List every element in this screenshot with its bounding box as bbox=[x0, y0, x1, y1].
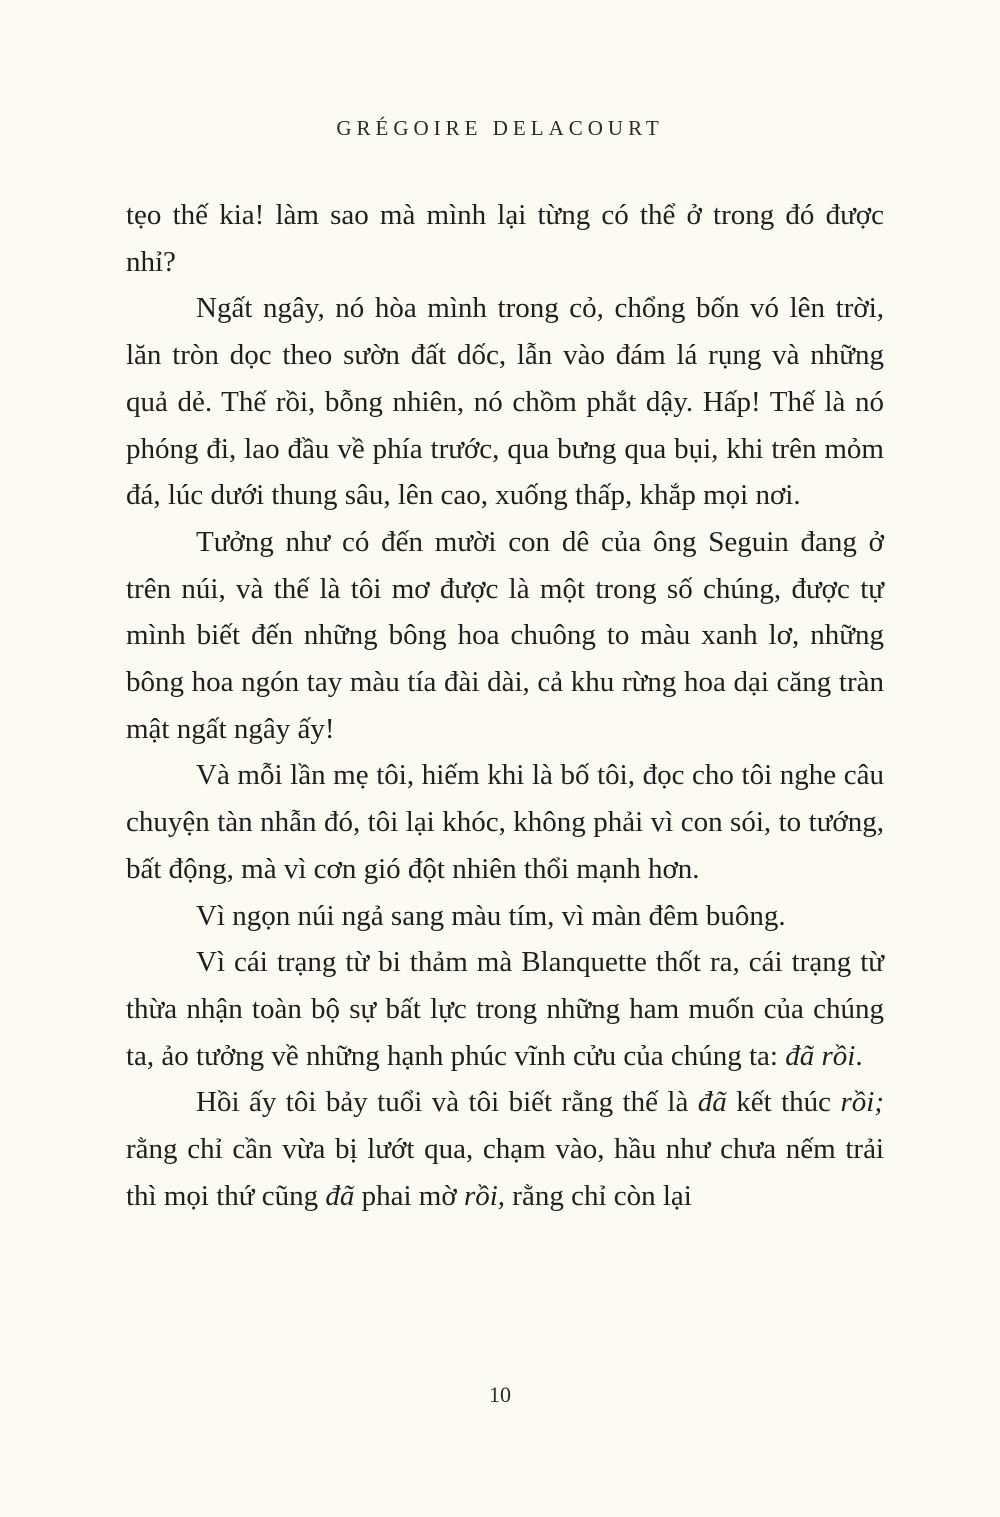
paragraph bbox=[126, 939, 884, 1079]
paragraph-text: kết thúc bbox=[726, 1086, 841, 1119]
paragraph: Ngất ngây, nó hòa mình trong cỏ, chổng bốn vó lên trời, lăn tròn dọc theo sườn đất dốc, lẫn vào đám lá rụng và những quả dẻ. Thế rồi, bỗng nhiên, nó chồm phắt dậy. Hấp! Thế là nó phóng đi, lao đầu về phía trước, qua bưng qua bụi, khi trên mỏm đá, lúc dưới thung sâu, lên cao, xuống thấp, khắp mọi nơi. bbox=[126, 292, 884, 512]
paragraph-text: . bbox=[855, 1039, 863, 1072]
page-number: 10 bbox=[489, 1382, 511, 1407]
italic-word: đã bbox=[325, 1179, 355, 1212]
body-text bbox=[126, 192, 884, 1219]
paragraph bbox=[126, 1079, 884, 1219]
paragraph: Vì ngọn núi ngả sang màu tím, vì màn đêm buông. bbox=[196, 899, 786, 932]
paragraph-text: Vì cái trạng từ bi thảm mà Blanquette thốt ra, cái trạng từ thừa nhận toàn bộ sự bất lực trong những ham muốn của chúng ta, ảo tưởng về những hạnh phúc vĩnh cửu của chúng ta: bbox=[126, 946, 884, 1072]
italic-word: đã bbox=[697, 1086, 727, 1119]
running-header-author: GRÉGOIRE DELACOURT bbox=[336, 116, 664, 140]
paragraph: Tưởng như có đến mười con dê của ông Seguin đang ở trên núi, và thế là tôi mơ được là một trong số chúng, được tự mình biết đến những bông hoa chuông to màu xanh lơ, những bông hoa ngón tay màu tía đài dài, cả khu rừng hoa dại căng tràn mật ngất ngây ấy! bbox=[126, 525, 884, 745]
paragraph-continuation: tẹo thế kia! làm sao mà mình lại từng có thể ở trong đó được nhỉ? bbox=[126, 199, 884, 278]
italic-word: rồi; bbox=[840, 1086, 884, 1119]
paragraph-text: phai mờ bbox=[354, 1179, 464, 1212]
italic-word: rồi, bbox=[463, 1179, 506, 1212]
paragraph-text: rằng chỉ còn lại bbox=[505, 1179, 692, 1212]
paragraph-text: rằng chỉ cần vừa bị lướt qua, chạm vào, hầu như chưa nếm trải thì mọi thứ cũng bbox=[126, 1133, 884, 1212]
paragraph-text: Hồi ấy tôi bảy tuổi và tôi biết rằng thế là bbox=[196, 1086, 698, 1119]
italic-phrase: đã rồi bbox=[785, 1039, 856, 1072]
paragraph: Và mỗi lần mẹ tôi, hiếm khi là bố tôi, đọc cho tôi nghe câu chuyện tàn nhẫn đó, tôi lại khóc, không phải vì con sói, to tướng, bất động, mà vì cơn gió đột nhiên thổi mạnh hơn. bbox=[126, 759, 884, 885]
